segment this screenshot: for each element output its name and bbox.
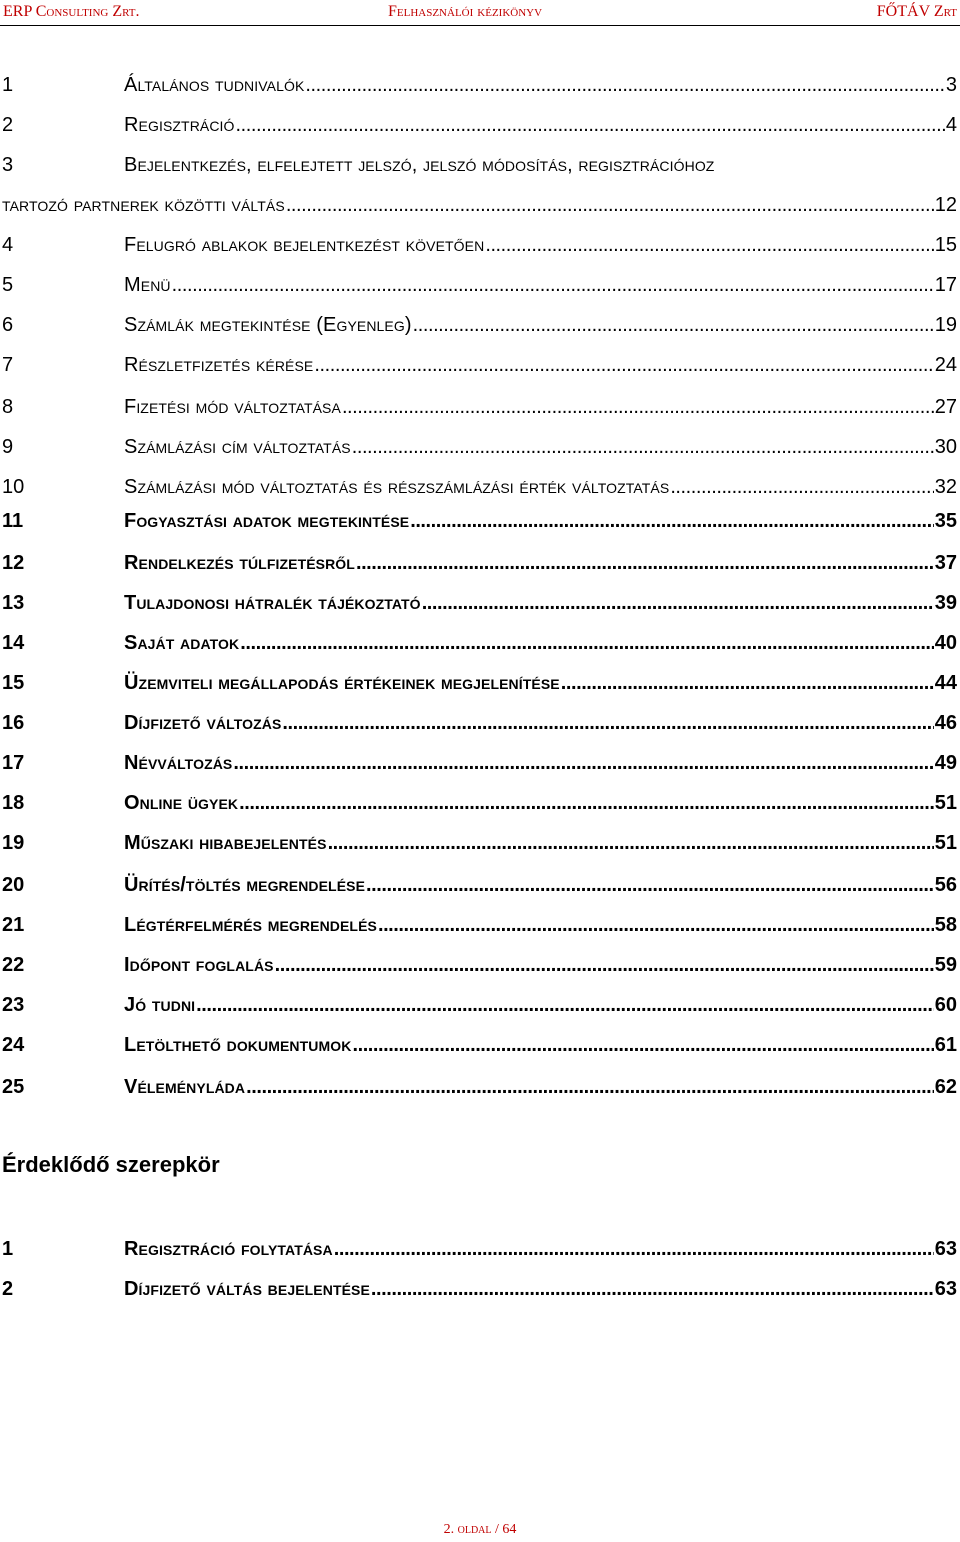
toc-entry-number: 3 <box>2 154 14 176</box>
toc-dot-leader <box>352 432 934 462</box>
toc-dot-leader <box>371 1274 934 1304</box>
toc-entry-title: Véleményláda <box>124 1076 246 1098</box>
toc-entry[interactable] <box>0 910 960 940</box>
toc-entry[interactable] <box>0 870 960 900</box>
toc-dot-leader <box>240 628 934 658</box>
toc-entry-number: 4 <box>2 234 14 256</box>
toc-entry-number: 18 <box>2 792 25 814</box>
toc-dot-leader <box>239 788 934 818</box>
toc-dot-leader <box>485 230 933 260</box>
toc-entry-title: Regisztráció folytatása <box>124 1238 333 1260</box>
toc-entry-page: 3 <box>945 74 957 96</box>
toc-entry-number: 2 <box>2 114 14 136</box>
toc-entry-title: Számlázási mód változtatás és részszámlázási érték változtatás <box>124 476 670 498</box>
toc-entry[interactable] <box>0 1030 960 1060</box>
toc-entry-title: Felugró ablakok bejelentkezést követően <box>124 234 485 256</box>
toc-entry-page: 40 <box>934 632 957 654</box>
toc-entry-title: Letölthető dokumentumok <box>124 1034 352 1056</box>
toc-entry[interactable] <box>0 1072 960 1102</box>
toc-entry-number: 25 <box>2 1076 25 1098</box>
toc-entry-title: Névváltozás <box>124 752 233 774</box>
toc-entry-number: 8 <box>2 396 14 418</box>
toc-entry-title: Online ügyek <box>124 792 239 814</box>
toc-entry-number: 11 <box>2 510 24 532</box>
toc-entry-title: Műszaki hibabejelentés <box>124 832 327 854</box>
toc-entry-page: 24 <box>934 354 957 376</box>
toc-entry[interactable] <box>0 270 960 300</box>
toc-dot-leader <box>413 310 934 340</box>
toc-entry-title: Ürítés/töltés megrendelése <box>124 874 366 896</box>
toc-entry-number: 13 <box>2 592 25 614</box>
toc-dot-leader <box>422 588 934 618</box>
toc-entry-number: 12 <box>2 552 25 574</box>
toc-entry-title: Részletfizetés kérése <box>124 354 314 376</box>
toc-entry-page: 37 <box>934 552 957 574</box>
toc-entry-page: 61 <box>934 1034 957 1056</box>
toc-dot-leader <box>275 950 934 980</box>
toc-dot-leader <box>670 472 933 502</box>
toc-entry[interactable] <box>0 506 960 536</box>
toc-entry-title: Rendelkezés túlfizetésről <box>124 552 355 574</box>
toc-entry-number: 1 <box>2 74 14 96</box>
header-client: FŐTÁV Zrt <box>876 3 957 20</box>
toc-entry-page: 51 <box>934 832 957 854</box>
toc-dot-leader <box>314 350 933 380</box>
toc-entry[interactable] <box>0 1274 960 1304</box>
toc-dot-leader <box>356 548 934 578</box>
toc-entry-title: Díjfizető változás <box>124 712 282 734</box>
toc-entry[interactable] <box>0 990 960 1020</box>
toc-entry-number: 23 <box>2 994 25 1016</box>
toc-entry-title: Általános tudnivalók <box>124 74 305 96</box>
toc-entry-title: Menü <box>124 274 171 296</box>
toc-entry[interactable] <box>0 1234 960 1264</box>
toc-entry-title: Fizetési mód változtatása <box>124 396 341 418</box>
toc-entry-page: 62 <box>934 1076 957 1098</box>
toc-entry-page: 63 <box>934 1238 957 1260</box>
toc-entry-number: 10 <box>2 476 25 498</box>
toc-entry-title: Regisztráció <box>124 114 235 136</box>
toc-entry-page: 46 <box>934 712 957 734</box>
toc-entry-number: 15 <box>2 672 25 694</box>
toc-entry[interactable] <box>0 350 960 380</box>
toc-entry-page: 12 <box>934 194 957 216</box>
toc-dot-leader <box>246 1072 934 1102</box>
toc-dot-leader <box>342 392 934 422</box>
toc-entry-page: 44 <box>934 672 957 694</box>
toc-entry-number: 19 <box>2 832 25 854</box>
header-document-title: Felhasználói kézikönyv <box>388 3 543 20</box>
toc-entry[interactable] <box>0 588 960 618</box>
toc-entry-title: Számlázási cím változtatás <box>124 436 351 458</box>
header-company: ERP Consulting Zrt. <box>3 3 140 20</box>
toc-entry-number: 16 <box>2 712 25 734</box>
section-heading: Érdeklődő szerepkör <box>2 1152 220 1177</box>
toc-entry-title: Jó tudni <box>124 994 196 1016</box>
toc-entry-number: 5 <box>2 274 14 296</box>
toc-dot-leader <box>305 70 944 100</box>
toc-entry[interactable] <box>0 310 960 340</box>
toc-entry-page: 56 <box>934 874 957 896</box>
toc-entry-number: 7 <box>2 354 14 376</box>
toc-dot-leader <box>196 990 934 1020</box>
toc-entry[interactable] <box>0 392 960 422</box>
toc-entry-page: 58 <box>934 914 957 936</box>
toc-entry-page: 49 <box>934 752 957 774</box>
toc-entry-page: 51 <box>934 792 957 814</box>
toc-entry-title: Fogyasztási adatok megtekintése <box>124 510 410 532</box>
toc-dot-leader <box>286 190 934 220</box>
toc-entry-number: 21 <box>2 914 25 936</box>
toc-entry[interactable] <box>0 230 960 260</box>
toc-entry[interactable] <box>0 788 960 818</box>
toc-entry[interactable] <box>0 950 960 980</box>
toc-dot-leader <box>366 870 934 900</box>
toc-dot-leader <box>561 668 934 698</box>
toc-entry-page: 59 <box>934 954 957 976</box>
toc-entry-page: 27 <box>934 396 957 418</box>
toc-entry-page: 60 <box>934 994 957 1016</box>
toc-entry[interactable] <box>0 748 960 778</box>
toc-entry-number: 24 <box>2 1034 25 1056</box>
toc-entry-page: 17 <box>934 274 957 296</box>
toc-entry[interactable] <box>0 668 960 698</box>
toc-entry-page: 4 <box>945 114 957 136</box>
toc-dot-leader <box>233 748 933 778</box>
toc-dot-leader <box>236 110 945 140</box>
toc-dot-leader <box>282 708 933 738</box>
toc-entry-page: 63 <box>934 1278 957 1300</box>
toc-entry-number: 6 <box>2 314 14 336</box>
toc-entry-title: Számlák megtekintése (Egyenleg) <box>124 314 412 336</box>
toc-entry-title: Üzemviteli megállapodás értékeinek megjelenítése <box>124 672 560 694</box>
toc-entry-title: Tulajdonosi hátralék tájékoztató <box>124 592 421 614</box>
toc-entry[interactable] <box>0 70 960 100</box>
toc-entry-title: Saját adatok <box>124 632 240 654</box>
toc-dot-leader <box>410 506 934 536</box>
toc-entry-title: Időpont foglalás <box>124 954 274 976</box>
page-header <box>0 0 960 26</box>
toc-entry-page: 39 <box>934 592 957 614</box>
toc-entry-number: 2 <box>2 1278 14 1300</box>
toc-entry-page: 19 <box>934 314 957 336</box>
toc-entry-number: 22 <box>2 954 25 976</box>
toc-entry[interactable] <box>0 432 960 462</box>
toc-dot-leader <box>378 910 934 940</box>
toc-entry-page: 35 <box>934 510 957 532</box>
toc-entry-number: 17 <box>2 752 25 774</box>
toc-entry-title: Légtérfelmérés megrendelés <box>124 914 377 936</box>
toc-entry-number: 1 <box>2 1238 14 1260</box>
toc-dot-leader <box>334 1234 934 1264</box>
toc-entry-title: Bejelentkezés, elfelejtett jelszó, jelszó módosítás, regisztrációhoz <box>124 154 715 176</box>
toc-entry-title: Díjfizető váltás bejelentése <box>124 1278 370 1300</box>
toc-entry[interactable] <box>0 150 960 216</box>
page-footer: 2. oldal / 64 <box>443 1522 517 1537</box>
toc-entry-page: 32 <box>934 476 957 498</box>
toc-entry[interactable] <box>0 708 960 738</box>
toc-entry-page: 15 <box>934 234 957 256</box>
toc-entry[interactable] <box>0 110 960 140</box>
toc-entry[interactable] <box>0 548 960 578</box>
toc-entry-number: 20 <box>2 874 25 896</box>
toc-entry[interactable] <box>0 472 960 502</box>
toc-dot-leader <box>352 1030 933 1060</box>
toc-entry-page: 30 <box>934 436 957 458</box>
toc-entry-title-continued: tartozó partnerek közötti váltás <box>2 194 285 216</box>
toc-entry[interactable] <box>0 628 960 658</box>
toc-entry-number: 9 <box>2 436 14 458</box>
toc-dot-leader <box>172 270 934 300</box>
toc-entry[interactable] <box>0 828 960 858</box>
header-divider <box>0 25 960 26</box>
toc-entry-number: 14 <box>2 632 25 654</box>
toc-dot-leader <box>328 828 934 858</box>
